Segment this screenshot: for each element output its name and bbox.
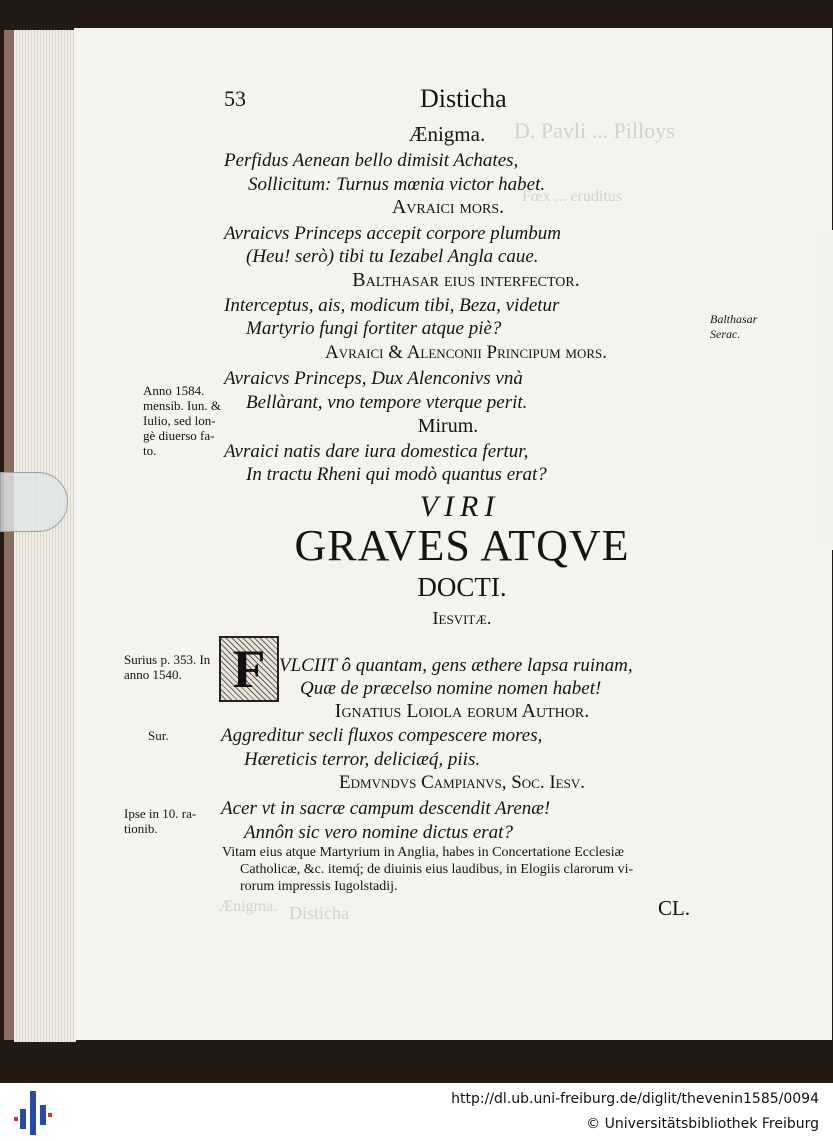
catchword: CL. (658, 896, 691, 920)
show-through-2: Fœx ... eruditus (522, 188, 622, 205)
campianus-line-2: Annôn sic vero nomine dictus erat? (244, 822, 513, 843)
page-number: 53 (224, 86, 246, 111)
show-through-1: D. Pavli ... Pilloys (514, 118, 675, 143)
viewer-footer (0, 1083, 833, 1141)
margin-note-surius: Surius p. 353. In anno 1540. (124, 652, 211, 682)
margin-note-balthasar: Balthasar Serac. (710, 312, 758, 341)
principum-line-2: Bellàrant, vno tempore vterque perit. (246, 392, 528, 413)
show-through-4: Ænigma. (219, 898, 278, 915)
principum-line-1: Avraicvs Princeps, Dux Alenconivs vnà (224, 368, 523, 389)
note-line-1: Vitam eius atque Martyrium in Anglia, habes in Concertatione Ecclesiæ (222, 845, 624, 860)
ignatius-line-2: Hæreticis terror, deliciæq́, piis. (244, 749, 481, 770)
copyright-notice: © Universitätsbibliothek Freiburg (586, 1116, 819, 1132)
page-stack-edge (14, 30, 76, 1042)
mirum-line-2: In tractu Rheni qui modò quantus erat? (246, 464, 547, 485)
iesvitae-line-1: VLCIIT ô quantam, gens æthere lapsa ruinam, (279, 655, 633, 676)
decorated-initial: F (219, 636, 279, 702)
margin-note-sur: Sur. (148, 728, 169, 743)
avraici-line-2: (Heu! serò) tibi tu Iezabel Angla caue. (246, 246, 539, 267)
margin-note-anno: Anno 1584. mensib. Iun. & Iulio, sed lon- gè diuerso fa- to. (143, 383, 221, 458)
ignatius-line-1: Aggreditur secli fluxos compescere mores, (221, 725, 543, 746)
ub-freiburg-logo-icon (14, 1091, 54, 1135)
mirum-line-1: Avraici natis dare iura domestica fertur, (224, 441, 529, 462)
bookmark-clip (0, 472, 68, 532)
next-page-edge (817, 230, 833, 550)
show-through-3: Disticha (289, 903, 349, 923)
avraici-line-1: Avraicvs Princeps accepit corpore plumbum (224, 223, 561, 244)
document-url-link[interactable]: http://dl.ub.uni-freiburg.de/diglit/thevenin1585/0094 (451, 1091, 819, 1107)
margin-note-ipse: Ipse in 10. ra- tionib. (124, 806, 197, 836)
balthasar-line-1: Interceptus, ais, modicum tibi, Beza, videtur (224, 295, 560, 316)
campianus-line-1: Acer vt in sacræ campum descendit Arenæ! (221, 798, 551, 819)
scan-image: D. Pavli ... Pilloys Fœx ... eruditus Disticha Ænigma. 53 Disticha Ænigma. Perfidus Aenean bello dimisit Achates, Sollicitum: Turnus mœnia victor habet. Avraici mors. Avraicvs Princeps accepit corpore plumbum (Heu! serò) tibi tu Iezabel Angla caue. Balthasar eius interfector. Interceptus, ais, modicum tibi, Beza, videtur Martyrio fungi fortiter atque piè? Avraici & Alenconii Principum mors. Avraicvs Princeps, Dux Alenconivs vnà Bellàrant, vno tempore vterque perit. Mirum. Avraici natis dare iura domestica fertur, In tractu Rheni qui modò quantus erat? VIRI GRAVES ATQVE DOCTI. Iesvitæ. F VLCIIT ô quantam, gens æthere lapsa ruinam, Quæ de præcelso nomine nomen habet! Ignatius Loiola eorum Author. Aggreditur secli fluxos compescere mores, Hæreticis terror, deliciæq́, piis. Edmvndvs Campianvs, Soc. Iesv. Acer vt in sacræ campum descendit Arenæ! Annôn sic vero nomine dictus erat? Vitam eius atque Martyrium in Anglia, habes in Concertatione Ecclesiæ Catholicæ, &c. itemq́; de diuinis eius laudibus, in Elogiis clarorum vi- rorum impressis Iugolstadij. CL. Anno 1584. mensib. Iun. & Iulio, sed lon- gè diuerso fa- to. Surius p. 353. In anno 1540. Sur. Ipse in 10. ra- tionib. Balthasar Serac. (0, 0, 833, 1083)
aenigma-line-2: Sollicitum: Turnus mœnia victor habet. (248, 174, 546, 195)
balthasar-line-2: Martyrio fungi fortiter atque piè? (246, 318, 502, 339)
running-head: Disticha (420, 84, 507, 113)
aenigma-line-1: Perfidus Aenean bello dimisit Achates, (224, 150, 519, 171)
note-line-2: Catholicæ, &c. itemq́; de diuinis eius laudibus, in Elogiis clarorum vi- (240, 862, 634, 877)
iesvitae-line-2: Quæ de præcelso nomine nomen habet! (300, 678, 602, 699)
note-line-3: rorum impressis Iugolstadij. (240, 879, 398, 894)
